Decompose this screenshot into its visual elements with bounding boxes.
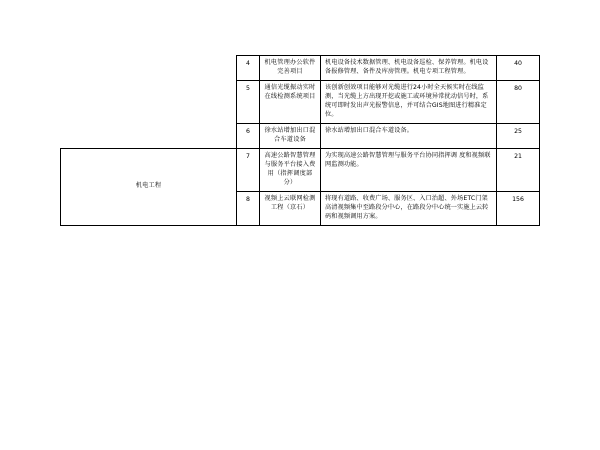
- group-label: 机电工程: [61, 148, 237, 225]
- group-cell-empty: [61, 56, 237, 81]
- row-number: 4: [237, 56, 260, 81]
- project-description: 机电设备技术数据管理、机电设备巡检、保养管理。机电设备报修管理、备件及库房管理。机电专项工程管理。: [321, 56, 497, 81]
- project-amount: 156: [497, 191, 540, 225]
- table-row: [61, 148, 540, 191]
- project-name: 徐水站增加出口混合车道设备: [260, 123, 321, 148]
- project-description: 徐水站增加出口混合车道设备。: [321, 123, 497, 148]
- project-table: [60, 55, 540, 226]
- group-cell-empty: [61, 80, 237, 123]
- table-body: [61, 56, 540, 226]
- project-name: 通信光缆振动实时在线检测系统项目: [260, 80, 321, 123]
- row-number: 7: [237, 148, 260, 191]
- project-name: 视频上云联网检测工程（京石）: [260, 191, 321, 225]
- project-description: 为实现高速公路智慧管理与服务平台协同指挥调 度和视频联网监测功能。: [321, 148, 497, 191]
- project-description: 该创新创效项目能够对光缆进行24小时全天候实时在线监测，当光缆上方出现开挖或施工或环境异常扰动信号时，系统可即时发出声光报警信息，并可结合GIS地图进行精准定位。: [321, 80, 497, 123]
- project-amount: 21: [497, 148, 540, 191]
- table-row: [61, 123, 540, 148]
- project-amount: 40: [497, 56, 540, 81]
- project-amount: 80: [497, 80, 540, 123]
- table-row: [61, 80, 540, 123]
- project-description: 将现有道路、收费广场、服务区、入口治超、外场ETC门架高清视频集中至路段分中心，在路段分中心统一实施上云转码和视频调用方案。: [321, 191, 497, 225]
- project-amount: 25: [497, 123, 540, 148]
- row-number: 6: [237, 123, 260, 148]
- group-cell-empty: [61, 123, 237, 148]
- project-name: 机电管理办公软件完善项目: [260, 56, 321, 81]
- row-number: 5: [237, 80, 260, 123]
- row-number: 8: [237, 191, 260, 225]
- project-name: 高速公路智慧管理与服务平台接入费用（指挥调度部分）: [260, 148, 321, 191]
- table-row: [61, 56, 540, 81]
